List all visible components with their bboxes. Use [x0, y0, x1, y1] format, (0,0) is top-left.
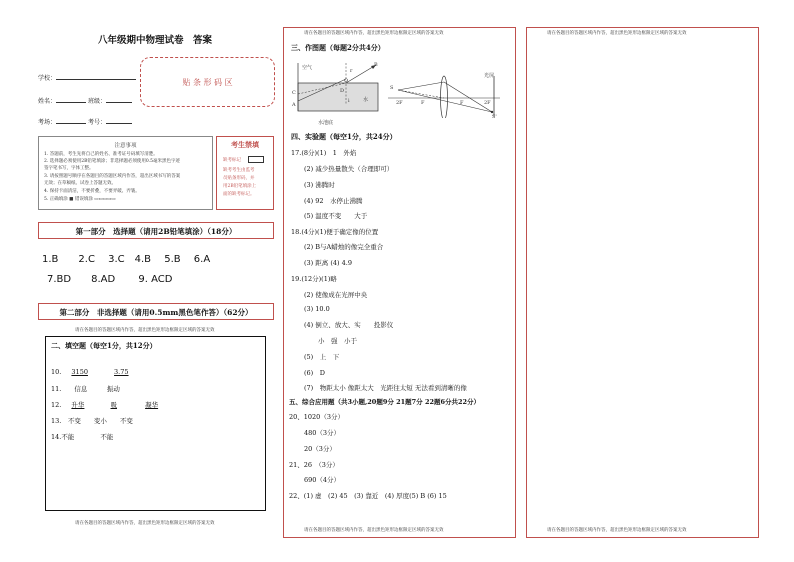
point-d-label: D: [340, 88, 345, 94]
number-label: 考号：: [87, 119, 106, 126]
calc-line: 21、26 （3分）: [289, 461, 339, 469]
forbid-line: 面的缺考标记。: [223, 192, 255, 197]
calc-line: 480（3分）: [304, 429, 341, 437]
q10-answer: [51, 368, 129, 376]
water-label: 水: [363, 97, 369, 103]
exp-line: (2) 使像成在光屏中央: [304, 291, 368, 299]
part1-title: 第一部分 选择题（请用2B铅笔填涂）（18分）: [75, 227, 237, 236]
exp-title: 四、实验题（每空1分，共24分）: [291, 132, 397, 141]
q10-value-b: 3.75: [114, 368, 129, 376]
q12-value-a: 升华: [71, 401, 85, 409]
notice-line: 无效；在草稿纸、试卷上答题无效。: [44, 181, 116, 186]
forbid-line: 用2B铅笔填涂上: [223, 184, 257, 189]
draw-title: 三、作图题（每题2分共4分）: [291, 43, 385, 52]
notice-line: 1. 答题前，考生先将自己的姓名、准考证号码填写清楚。: [44, 152, 158, 157]
part2-header: [38, 303, 274, 320]
fill-title: 二、填空题（每空1分，共12分）: [51, 341, 157, 350]
name-field[interactable]: [38, 96, 132, 105]
forbid-title: 考生禁填: [231, 140, 259, 149]
point-o-label: O: [344, 78, 349, 84]
screen-label: 光屏: [484, 73, 495, 79]
fill-answer-box: [45, 336, 266, 511]
q11-answer: 11. 信息 振动: [51, 385, 120, 393]
left-2f-label: 2F: [396, 100, 403, 106]
angle-r-label: r: [350, 68, 353, 74]
exp-line: 小 强 小于: [318, 337, 357, 345]
forbid-line: 缺考考生由监考: [223, 168, 255, 173]
warning-text: 请在各题目的答题区域内作答，超出黑色矩形边框限定区域的答案无效: [547, 31, 687, 36]
exp-line: (2) B与A蜡烛的像完全重合: [304, 243, 384, 251]
q14-answer: 14.不能 不能: [51, 433, 114, 441]
part1-header: [38, 222, 274, 239]
exp-line: (2) 减少热量散失（合理即可）: [304, 165, 394, 173]
exp-line: (3) 距离 (4) 4.9: [304, 259, 352, 267]
q13-answer: 13. 不变 变小 不变: [51, 417, 133, 425]
exp-line: (5) 上 下: [304, 353, 340, 361]
point-b-label: B: [374, 62, 378, 68]
right-f-label: F: [460, 100, 464, 106]
calc-line: 20（3分）: [304, 445, 336, 453]
choice-answers-row2: 7.BD 8.AD 9. ACD: [47, 274, 173, 285]
forbid-box: [216, 136, 274, 210]
notice-line: 5. 正确填涂 ■ 错误填涂 ▭▭▭▭▭: [44, 197, 116, 202]
warning-text: 请在各题目的答题区域内作答，超出黑色矩形边框限定区域的答案无效: [75, 521, 215, 526]
exp-line: (4) 倒立、放大、实 投影仪: [304, 321, 394, 329]
calc-title: 五、综合应用题（共3小题,20题9分 21题7分 22题6分共22分）: [289, 398, 481, 406]
source-s-label: S: [390, 85, 394, 91]
name-label: 姓名：: [38, 98, 57, 105]
warning-text: 请在各题目的答题区域内作答，超出黑色矩形边框限定区域的答案无效: [75, 328, 215, 333]
absent-mark-label: 缺考标记: [223, 158, 241, 163]
q10-value-a: 3150: [71, 368, 88, 376]
q12-label: 12.: [51, 401, 62, 409]
q10-label: 10.: [51, 368, 62, 376]
q12-value-c: 凝华: [145, 401, 159, 409]
page-title: 八年级期中物理试卷 答案: [98, 35, 213, 46]
notice-line: 签字笔书写，字体工整。: [44, 166, 94, 171]
exp-line: 19.(12分)(1)略: [291, 275, 337, 283]
right-answer-column: [526, 27, 759, 538]
school-label: 学校：: [38, 75, 57, 82]
exp-line: (4) 92 水停止沸腾: [304, 197, 363, 205]
q12-value-b: 吸: [110, 401, 117, 409]
warning-text: 请在各题目的答题区域内作答，超出黑色矩形边框限定区域的答案无效: [547, 528, 687, 533]
part2-title: 第二部分 非选择题（请用0.5mm黑色笔作答）（62分）: [59, 308, 253, 317]
exp-line: (6) D: [304, 369, 325, 377]
exp-line: 17.(8分)(1) 1 外焰: [291, 149, 357, 157]
calc-line: 22、(1) 虚 (2) 45 (3) 靠近 (4) 厚度(5) B (6) 15: [289, 492, 447, 500]
calc-line: 690（4分）: [304, 476, 341, 484]
exp-line: (7) 物距太小 像距太大 光距往太短 无法看到清晰的像: [304, 384, 467, 392]
exp-line: 18.(4分)(1)便于确定像的位置: [291, 228, 379, 236]
exp-line: (3) 沸腾时: [304, 181, 335, 189]
class-label: 班级：: [87, 98, 106, 105]
notice-line: 2. 选择题必须使用2B铅笔填涂；非选择题必须使用0.5毫米黑色字迹: [44, 159, 181, 164]
notice-box: [38, 136, 213, 210]
forbid-line: 员贴条形码，并: [223, 176, 255, 181]
right-2f-label: 2F: [484, 100, 491, 106]
middle-answer-column: [283, 27, 516, 538]
absent-mark-box[interactable]: [248, 156, 264, 163]
point-a-label: A: [292, 102, 296, 108]
calc-line: 20、1020（3分）: [289, 413, 344, 421]
point-c-label: C: [292, 90, 296, 96]
room-label: 考场：: [38, 119, 57, 126]
warning-text: 请在各题目的答题区域内作答，超出黑色矩形边框限定区域的答案无效: [304, 31, 444, 36]
air-label: 空气: [302, 65, 313, 71]
room-field[interactable]: [38, 117, 132, 126]
pool-bottom-label: 水池底: [318, 120, 334, 126]
angle-i-label: i: [348, 98, 350, 104]
school-field[interactable]: [38, 73, 136, 82]
image-s-label: S': [492, 114, 497, 120]
barcode-label: 贴 条 形 码 区: [182, 78, 233, 87]
notice-line: 4. 保持卡面清洁，不要折叠，不要弄破、弄皱。: [44, 189, 140, 194]
q12-answer: [51, 400, 158, 409]
barcode-area: [140, 57, 275, 107]
notice-line: 3. 请按照题号顺序在各题目的答题区域内作答，超出区域书写的答案: [44, 174, 181, 179]
warning-text: 请在各题目的答题区域内作答，超出黑色矩形边框限定区域的答案无效: [304, 528, 444, 533]
left-f-label: F: [421, 100, 425, 106]
notice-title: 注意事项: [114, 143, 137, 149]
exp-line: (3) 10.0: [304, 305, 330, 313]
choice-answers-row1: 1.B 2.C 3.C 4.B 5.B 6.A: [42, 254, 211, 265]
exp-line: (5) 温度不变 大于: [304, 212, 368, 220]
